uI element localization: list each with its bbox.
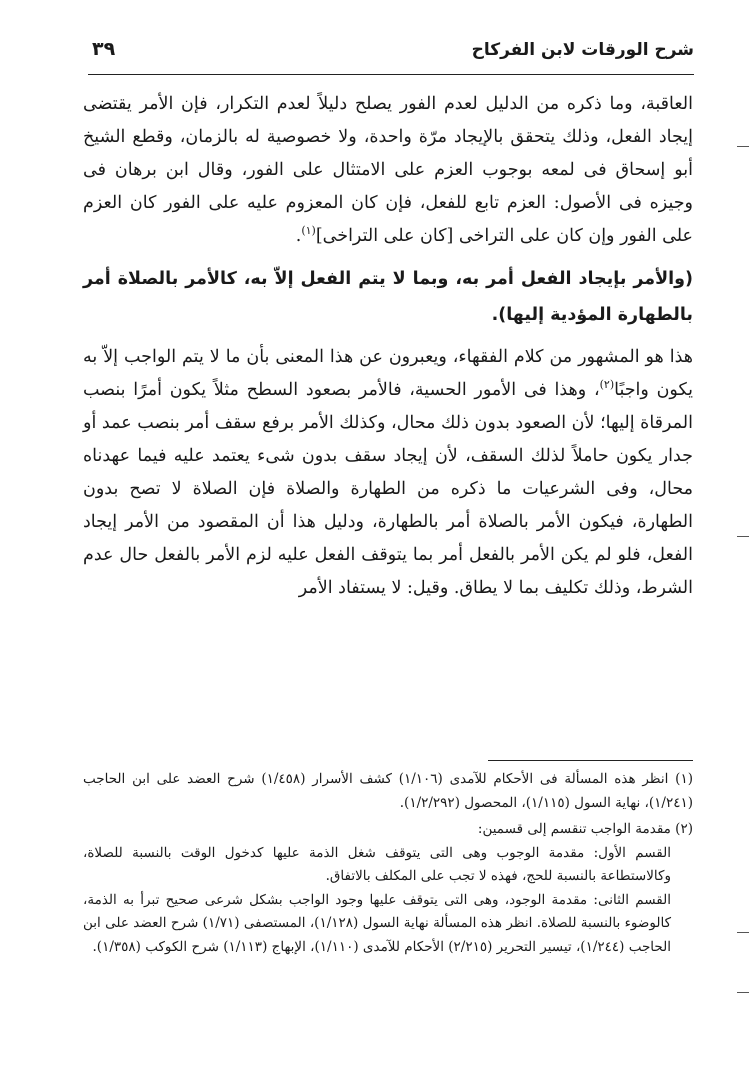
footnote-ref-2[interactable]: (٢) [599, 378, 615, 392]
footnote-ref-1[interactable]: (١) [301, 224, 316, 238]
footnotes [83, 768, 693, 962]
main-text [83, 88, 693, 605]
footnote-2-intro: (٢) مقدمة الواجب تنقسم إلى قسمين: [477, 821, 693, 837]
paragraph-end: . [295, 226, 302, 246]
margin-mark [737, 146, 749, 147]
paragraph-text: العاقبة، وما ذكره من الدليل لعدم الفور يصلح دليلاً لعدم التكرار، فإن الأمر يقتضى إيجاد الفعل، وذلك يتحقق بالإيجاد مرّة واحدة، ولا خصوصية له بالزمان، وقطع الشيخ أبو إسحاق فى لمعه بوجوب العزم على الامتثال على الفور، وقال ابن برهان فى وجيزه فى الأصول: العزم تابع للفعل، فإن كان المعزوم عليه على الفور كان العزم على الفور وإن كان على التراخى [كان على التراخى] [83, 94, 693, 246]
page-header [88, 36, 694, 75]
margin-mark [737, 932, 749, 933]
footnote-2 [83, 818, 693, 959]
page-number: ٣٩ [92, 38, 116, 60]
footnote-2-part-2: القسم الثانى: مقدمة الوجود، وهى التى يتوقف عليها وجود الواجب بشكل شرعى صحيح تبرأ به الذمة، كالوضوء بالنسبة للصلاة. انظر هذه المسألة نهاية السول (١/١٢٨)، المستصفى (١/٧١) شرح العضد على ابن الحاجب (١/٢٤٤)، تيسير التحرير (٢/٢١٥) الأحكام للآمدى (١/١١٠)، الإبهاج (١/١١٣) شرح الكوكب (١/٣٥٨). [83, 891, 671, 955]
margin-mark [737, 536, 749, 537]
paragraph-text: هذا هو المشهور من كلام الفقهاء، ويعبرون عن هذا المعنى بأن ما لا يتم الواجب إلاّ به يكون واجبًا [83, 347, 693, 400]
footnote-1: (١) انظر هذه المسألة فى الأحكام للآمدى (١/١٠٦) كشف الأسرار (١/٤٥٨) شرح العضد على ابن الحاجب (١/٢٤١)، نهاية السول (١/١١٥)، المحصول (١/٢/٢٩٢). [83, 771, 693, 811]
footnote-separator [488, 760, 693, 761]
footnote-2-part-1: القسم الأول: مقدمة الوجوب وهى التى يتوقف شغل الذمة عليها كدخول الوقت بالنسبة للصلاة، وكالاستطاعة بالنسبة للحج، فهذه لا تجب على المكلف بالاتفاق. [83, 844, 671, 884]
paragraph-commentary-1 [83, 88, 693, 253]
matn-text: (والأمر بإيجاد الفعل أمر به، وبما لا يتم الفعل إلاّ به، كالأمر بالصلاة أمر بالطهارة المؤدية إليها). [83, 269, 693, 325]
paragraph-commentary-2 [83, 341, 693, 605]
margin-mark [737, 992, 749, 993]
running-title: شرح الورقات لابن الفركاح [471, 40, 694, 60]
paragraph-text: ، وهذا فى الأمور الحسية، فالأمر بصعود السطح مثلاً يكون أمرًا بنصب المرقاة إليها؛ لأن الصعود بدون ذلك محال، وكذلك الأمر برفع سقف أمر بنصب عمد أو جدار يكون حاملاً لذلك السقف، لأن إيجاد سقف بدون شىء يعتمد عليه فيما عهدناه محال، وفى الشرعيات ما ذكره من الطهارة والصلاة فإن الصلاة لا تصح بدون الطهارة، فيكون الأمر بالصلاة أمر بالطهارة، ودليل هذا أن المقصود من الأمر إيجاد الفعل، فلو لم يكن الأمر بالفعل أمر بما يتوقف الفعل عليه لزم الأمر بالفعل حال عدم الشرط، وذلك تكليف بما لا يطاق. وقيل: لا يستفاد الأمر [83, 380, 693, 598]
